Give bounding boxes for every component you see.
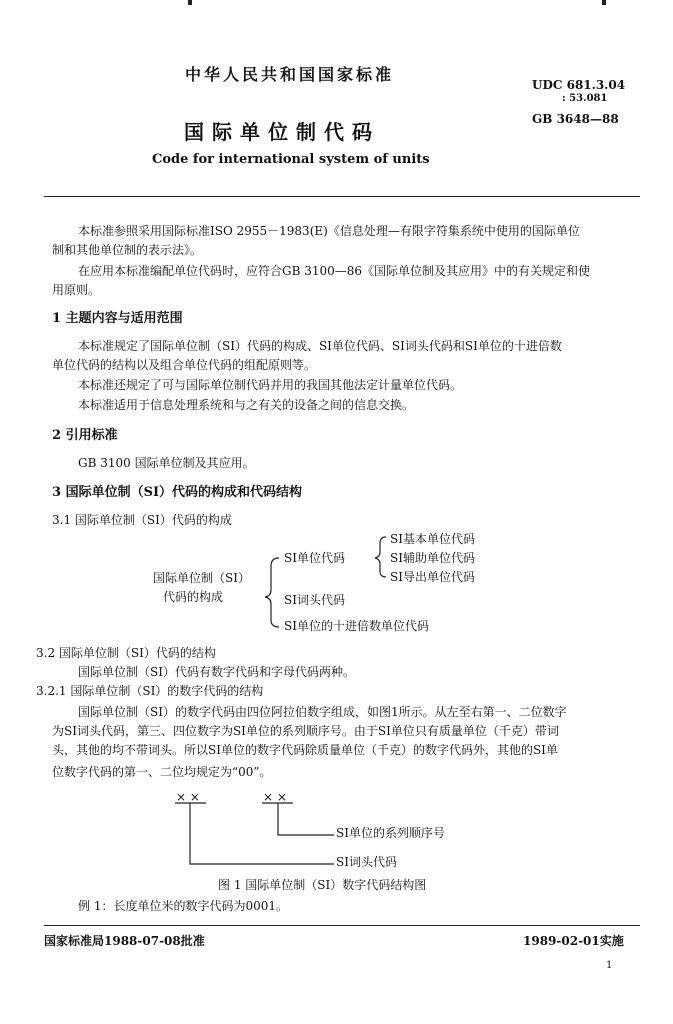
- page-number: 1: [606, 960, 613, 971]
- subsection-3-2-1-heading: 3.2.1 国际单位制（SI）的数字代码的结构: [36, 684, 264, 698]
- figure-label-prefix: SI词头代码: [336, 855, 397, 869]
- tree-leaf: SI辅助单位代码: [390, 551, 475, 565]
- tree-branch: SI单位代码: [284, 551, 345, 565]
- section-1-text: 本标准还规定了可与国际单位制代码并用的我国其他法定计量单位代码。: [78, 378, 463, 392]
- subsection-3-2-1-text: 国际单位制（SI）的数字代码由四位阿拉伯数字组成，如图1所示。从左至右第一、二位数字: [78, 705, 567, 719]
- intro-paragraph-line: 制和其他单位制的表示法》。: [52, 243, 203, 257]
- intro-paragraph-line: 本标准参照采用国际标准ISO 2955－1983(E)《信息处理—有限字符集系统中使用的国际单位: [78, 224, 580, 238]
- subsection-3-2-1-text: 头，其他的均不带词头。所以SI单位的数字代码除质量单位（千克）的数字代码外，其他的SI单: [52, 743, 558, 757]
- example-text: 例 1：长度单位米的数字代码为0001。: [78, 899, 288, 913]
- approval-date: 国家标准局1988-07-08批准: [44, 934, 205, 948]
- document-title-english: Code for international system of units: [152, 152, 430, 167]
- tree-root: 代码的构成: [163, 590, 224, 604]
- gb-number: GB 3648—88: [532, 112, 619, 126]
- referenced-standard: GB 3100 国际单位制及其应用。: [78, 456, 255, 470]
- tree-branch: SI词头代码: [284, 593, 345, 607]
- section-1-heading: 1 主题内容与适用范围: [52, 311, 183, 326]
- udc-number-cont: : 53.081: [562, 93, 608, 104]
- tree-leaf: SI基本单位代码: [390, 532, 475, 546]
- udc-number: UDC 681.3.04: [532, 78, 626, 92]
- figure-caption: 图 1 国际单位制（SI）数字代码结构图: [218, 878, 427, 892]
- figure-digits-prefix: × ×: [176, 790, 200, 804]
- figure-digits-serial: × ×: [263, 790, 287, 804]
- tree-unit-brace: [375, 537, 386, 577]
- section-1-text: 单位代码的结构以及组合单位代码的组配原则等。: [52, 358, 317, 372]
- tree-root-brace: [265, 558, 279, 627]
- document-title: 国际单位制代码: [184, 120, 380, 144]
- section-3-heading: 3 国际单位制（SI）代码的构成和代码结构: [52, 485, 303, 500]
- section-2-heading: 2 引用标准: [52, 428, 118, 443]
- tree-root: 国际单位制（SI）: [153, 571, 250, 585]
- subsection-3-2-1-text: 位数字代码的第一、二位均规定为“00”。: [52, 765, 272, 779]
- section-1-text: 本标准适用于信息处理系统和与之有关的设备之间的信息交换。: [78, 398, 415, 412]
- tree-branch: SI单位的十进倍数单位代码: [284, 619, 429, 633]
- serial-leader-line: [278, 803, 334, 835]
- subsection-3-1-heading: 3.1 国际单位制（SI）代码的构成: [52, 513, 232, 527]
- intro-paragraph-line: 用原则。: [52, 283, 101, 297]
- subsection-3-2-1-text: 为SI词头代码，第三、四位数字为SI单位的系列顺序号。由于SI单位只有质量单位（千克）带词: [52, 724, 559, 738]
- section-1-text: 本标准规定了国际单位制（SI）代码的构成、SI单位代码、SI词头代码和SI单位的十进倍数: [78, 339, 562, 353]
- figure-label-serial: SI单位的系列顺序号: [336, 826, 445, 840]
- implementation-date: 1989-02-01实施: [523, 934, 624, 948]
- subsection-3-2-heading: 3.2 国际单位制（SI）代码的结构: [36, 646, 216, 660]
- prefix-leader-line: [190, 803, 334, 864]
- tree-leaf: SI导出单位代码: [390, 570, 475, 584]
- intro-paragraph-line: 在应用本标准编配单位代码时，应符合GB 3100—86《国际单位制及其应用》中的有关规定和使: [78, 264, 591, 278]
- standard-title: 中华人民共和国国家标准: [185, 65, 395, 84]
- subsection-3-2-text: 国际单位制（SI）代码有数字代码和字母代码两种。: [78, 665, 355, 679]
- footer-rule: [44, 925, 640, 926]
